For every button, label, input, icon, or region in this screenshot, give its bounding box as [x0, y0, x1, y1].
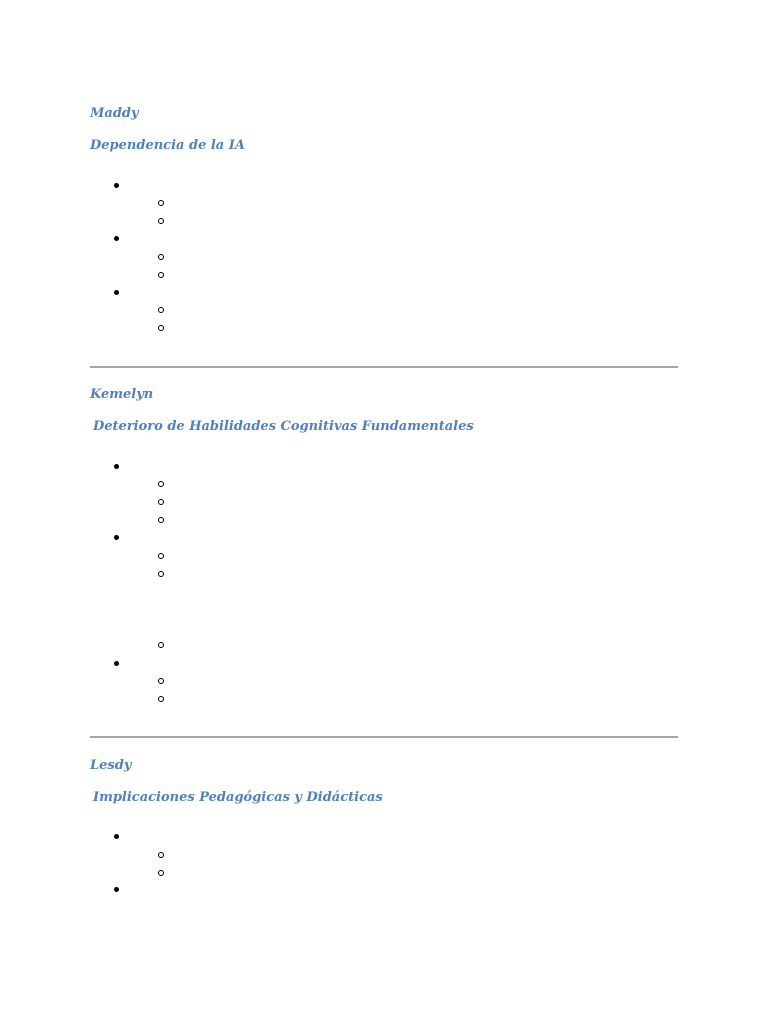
list-subbullet [158, 870, 164, 876]
list-subbullet [158, 499, 164, 505]
list-subbullet [158, 678, 164, 684]
section-author-lesdy: Lesdy [90, 758, 132, 773]
section-author-kemelyn: Kemelyn [90, 387, 154, 402]
list-subbullet [158, 272, 164, 278]
section-topic-implicaciones: Implicaciones Pedagógicas y Didácticas [93, 790, 383, 805]
section-divider [90, 366, 678, 368]
list-subbullet [158, 852, 164, 858]
list-subbullet [158, 642, 164, 648]
section-author-maddy: Maddy [90, 106, 139, 121]
list-subbullet [158, 325, 164, 331]
list-subbullet [158, 307, 164, 313]
section-topic-deterioro: Deterioro de Habilidades Cognitivas Fundamentales [93, 419, 474, 434]
list-subbullet [158, 254, 164, 260]
list-bullet [114, 290, 119, 295]
list-subbullet [158, 696, 164, 702]
list-bullet [114, 535, 119, 540]
list-bullet [114, 464, 119, 469]
list-bullet [114, 183, 119, 188]
list-subbullet [158, 218, 164, 224]
list-subbullet [158, 571, 164, 577]
list-subbullet [158, 481, 164, 487]
list-subbullet [158, 553, 164, 559]
list-bullet [114, 887, 119, 892]
list-subbullet [158, 200, 164, 206]
section-divider [90, 736, 678, 738]
list-bullet [114, 236, 119, 241]
list-subbullet [158, 517, 164, 523]
list-bullet [114, 834, 119, 839]
section-topic-dependencia: Dependencia de la IA [90, 138, 245, 153]
list-bullet [114, 661, 119, 666]
